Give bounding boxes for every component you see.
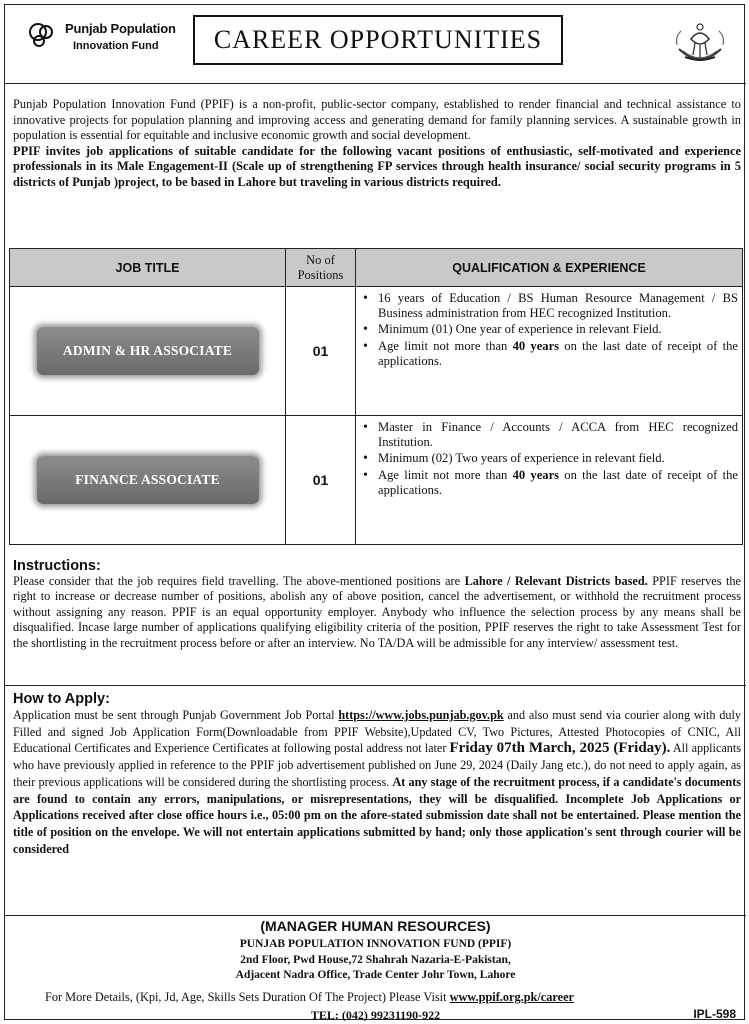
job-title-cell [10, 416, 286, 545]
qualification-cell [356, 416, 743, 545]
table-header-row [10, 249, 743, 287]
punjab-government-emblem-icon [671, 19, 729, 69]
job-title: FINANCE ASSOCIATE [75, 472, 220, 487]
positions-count: 01 [286, 287, 356, 416]
instructions-text: Please consider that the job requires field travelling. The above-mentioned positions are Lahore / Relevant Districts based. PPIF reserves the right to increase or decrease number of positions, abolish any of above position, cancel the advertisement, or withhold the recruitment process without assigning any reason. PPIF is an equal opportunity employer. Anybody who influence the selection process by any means shall be disqualified. Incase large number of applications qualifying eligibility criteria of the position, PPIF reserves the right to take Assessment Test for the shortlisting in the recruitment process before or after an interview. No TA/DA will be admissible for any interview/ assessment test. [13, 574, 741, 650]
header-qualification: QUALIFICATION & EXPERIENCE [356, 249, 743, 287]
telephone: TEL: (042) 99231190-922 [310, 1008, 441, 1022]
ppif-logo [23, 17, 193, 57]
qualification-item: • Minimum (01) One year of experience in relevant Field. [378, 322, 738, 337]
manager-title: (MANAGER HUMAN RESOURCES) [260, 918, 491, 934]
more-details: For More Details, (Kpi, Jd, Age, Skills Sets Duration Of The Project) Please Visit www.ppif.org.pk/career [45, 990, 575, 1004]
job-title: ADMIN & HR ASSOCIATE [62, 343, 233, 358]
age-limit: 40 years [512, 467, 560, 482]
job-title-badge [37, 327, 259, 375]
qualification-cell [356, 287, 743, 416]
qualification-item: • 16 years of Education / BS Human Resource Management / BS Business administration from HEC recognized Institution. [378, 291, 738, 321]
logo-text-line1: Punjab Population [65, 21, 176, 36]
job-portal-link[interactable]: https://www.jobs.punjab.gov.pk [338, 708, 504, 722]
apply-text: Application must be sent through Punjab Government Job Portal https://www.jobs.punjab.gov.pk and also must send via courier along with duly Filled and signed Job Application Form(Downloadable from PPIF Website),Updated CV, Two Pictures, Attested Photocopies of CNIC, All Educational Certificates and Experience Certificates at following postal address not later Friday 07th March, 2025 (Friday). All applicants who have previously applied in reference to the PPIF job advertisement published on June 29, 2024 (Daily Jang etc.), do not need to apply again, as their previous applications will be considered during the shortlisting process. At any stage of the recruitment process, if a candidate's documents are found to contain any errors, manipulations, or misrepresentations, they will be disqualified. Incomplete Job Applications or Applications received after close office hours i.e., 05:00 pm on the afore-stated submission date shall not be entertained. Please mention the title of position on the envelope. We will not entertain applications submitted by hand; only those application's sent through courier will be considered [13, 708, 741, 856]
table-row [10, 287, 743, 416]
intro-paragraph: Punjab Population Innovation Fund (PPIF) is a non-profit, public-sector company, established to render financial and technical assistance to innovative projects for population planning and improving access and generating demand for family planning services. A sustainable growth in population is essential for equitable and inclusive economic growth and social development. [13, 97, 741, 142]
address-line1: 2nd Floor, Pwd House,72 Shahrah Nazaria-E-Pakistan, [240, 954, 511, 966]
positions-table [9, 248, 743, 545]
header-job-title: JOB TITLE [10, 249, 286, 287]
footer [5, 915, 746, 1021]
apply-heading: How to Apply: [13, 691, 110, 707]
intro-section [13, 97, 741, 190]
header-positions-line1: No of [306, 252, 335, 267]
deadline: Friday 07th March, 2025 (Friday). [449, 740, 671, 757]
ad-reference: IPL-598 [693, 1007, 736, 1021]
table-row [10, 416, 743, 545]
invitation-paragraph: PPIF invites job applications of suitable candidate for the following vacant positions of enthusiastic, self-motivated and experience professionals in its Male Engagement-II (Scale up of strengthening FP services through health insurance/ social security programs in 5 districts of Punjab )project, to be based in Lahore but traveling in various districts required. [13, 143, 741, 189]
age-limit: 40 years [512, 338, 560, 353]
header-positions [286, 249, 356, 287]
instructions-divider [5, 685, 746, 686]
organization-name: PUNJAB POPULATION INNOVATION FUND (PPIF) [239, 938, 512, 950]
qualification-item: • Minimum (02) Two years of experience in relevant field. [378, 451, 738, 466]
career-page-link[interactable]: www.ppif.org.pk/career [449, 990, 575, 1004]
ppif-rings-icon [29, 23, 59, 53]
disqualification-notice: At any stage of the recruitment process, if a candidate's documents are found to contain any errors, manipulations, or misrepresentations, they will be disqualified. Incomplete Job Applications or Applications received after close office hours i.e., 05:00 pm on the afore-stated submission date shall not be entertained. Please mention the title of position on the envelope. We will not entertain applications submitted by hand; only those application's sent through courier will be considered [13, 774, 741, 856]
instructions-section [13, 558, 741, 651]
positions-count: 01 [286, 416, 356, 545]
job-advertisement [4, 4, 745, 1020]
address-line2: Adjacent Nadra Office, Trade Center Johr Town, Lahore [235, 969, 516, 981]
qualification-item: • Age limit not more than 40 years on the last date of receipt of the applications. [378, 468, 738, 498]
instructions-heading: Instructions: [13, 558, 101, 574]
header-divider [5, 83, 746, 84]
job-title-cell [10, 287, 286, 416]
logo-text-line2: Innovation Fund [73, 40, 159, 52]
job-title-badge [37, 456, 259, 504]
how-to-apply-section [13, 691, 741, 857]
qualification-item: • Age limit not more than 40 years on the last date of receipt of the applications. [378, 339, 738, 369]
page-title-text: CAREER OPPORTUNITIES [213, 25, 543, 54]
header [5, 5, 746, 83]
header-positions-line2: Positions [297, 267, 344, 282]
qualification-item: • Master in Finance / Accounts / ACCA from HEC recognized Institution. [378, 420, 738, 450]
page-title [193, 15, 563, 65]
